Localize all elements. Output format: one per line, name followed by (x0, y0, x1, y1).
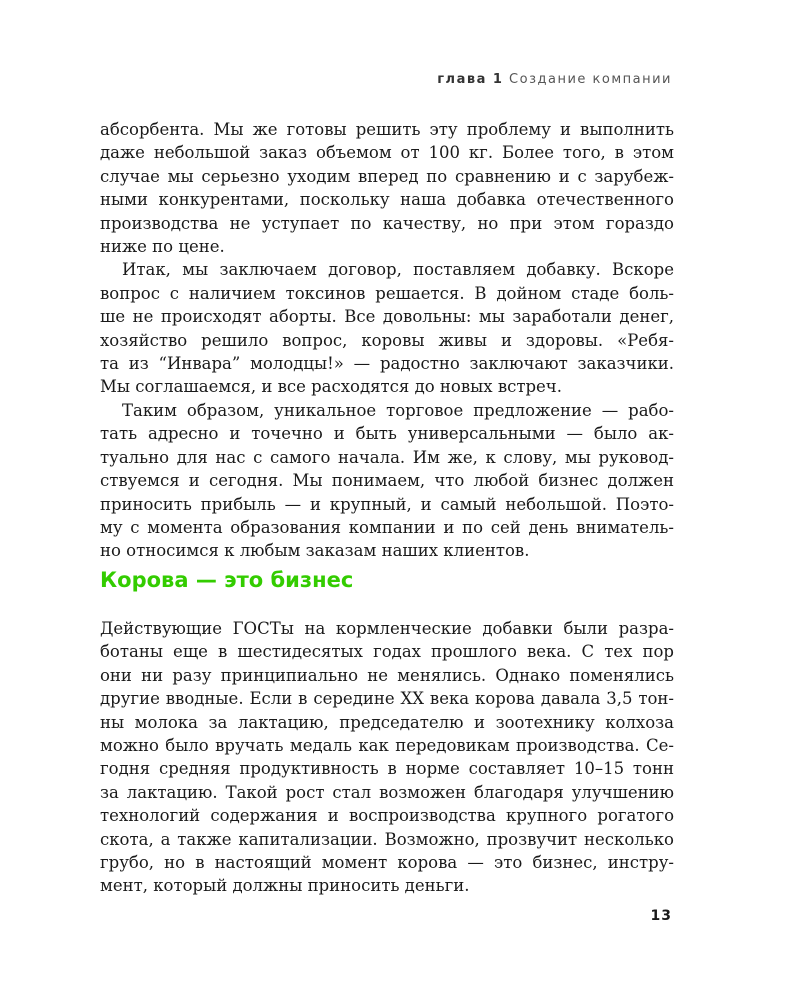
text-line: но относимся к любым заказам наших клиентов. (100, 541, 530, 561)
text-line: случае мы серьезно уходим вперед по сравнению и с зарубеж- (100, 166, 674, 186)
text-line: Действующие ГОСТы на кормленческие добавки были разра- (100, 619, 674, 638)
text-line: приносить прибыль — и крупный, и самый небольшой. Поэто- (100, 494, 674, 514)
text-line: они ни разу принципиально не менялись. Однако поменялись (100, 665, 674, 685)
text-line: тать адресно и точечно и быть универсальными — было ак- (100, 424, 674, 444)
page-number: 13 (650, 908, 672, 924)
text-line: за лактацию. Такой рост стал возможен благодаря улучшению (100, 782, 674, 802)
text-line: Таким образом, уникальное торговое предложение — рабо- (122, 400, 674, 420)
text-line: можно было вручать медаль как передовикам производства. Се- (100, 736, 674, 756)
text-line: технологий содержания и воспроизводства крупного рогатого (100, 806, 674, 826)
chapter-title: Создание компании (509, 72, 672, 87)
text-line: Мы соглашаемся, и все расходятся до новых встреч. (100, 377, 562, 397)
text-line: ны молока за лактацию, председателю и зоотехнику колхоза (100, 712, 674, 732)
text-line: хозяйство решило вопрос, коровы живы и здоровы. «Ребя- (100, 330, 674, 350)
text-line: та из “Инвара” молодцы!» — радостно заключают заказчики. (100, 354, 674, 374)
text-line: ными конкурентами, поскольку наша добавка отечественного (100, 190, 674, 210)
text-line: вопрос с наличием токсинов решается. В дойном стаде боль- (100, 283, 674, 303)
text-line: производства не уступает по качеству, но при этом гораздо (100, 213, 674, 233)
text-line: му с момента образования компании и по сей день вниматель- (100, 517, 674, 537)
paragraph (100, 258, 674, 398)
text-line: даже небольшой заказ объемом от 100 кг. Более того, в этом (100, 143, 674, 163)
text-line: ниже по цене. (100, 237, 225, 257)
text-line: годня средняя продуктивность в норме составляет 10–15 тонн (100, 759, 674, 779)
text-line: туально для нас с самого начала. Им же, к слову, мы руковод- (100, 447, 674, 467)
text-line: скота, а также капитализации. Возможно, прозвучит несколько (100, 829, 674, 849)
chapter-label: глава 1 (437, 72, 504, 87)
section-heading: Корова — это бизнес (100, 568, 354, 592)
body-text-bottom (100, 617, 674, 898)
text-line: грубо, но в настоящий момент корова — это бизнес, инстру- (100, 853, 674, 873)
text-line: Итак, мы заключаем договор, поставляем добавку. Вскоре (122, 260, 674, 280)
text-line: ботаны еще в шестидесятых годах прошлого века. С тех пор (100, 642, 674, 662)
text-line: другие вводные. Если в середине XX века корова давала 3,5 тон- (100, 689, 674, 709)
running-head (437, 72, 672, 87)
text-line: мент, который должны приносить деньги. (100, 876, 470, 896)
text-line: ше не происходят аборты. Все довольны: мы заработали денег, (100, 307, 674, 327)
text-line: ствуемся и сегодня. Мы понимаем, что любой бизнес должен (100, 471, 674, 491)
text-line: абсорбента. Мы же готовы решить эту проблему и выполнить (100, 120, 674, 139)
body-text-top (100, 118, 674, 563)
paragraph (100, 617, 674, 898)
paragraph (100, 118, 674, 258)
paragraph (100, 399, 674, 563)
